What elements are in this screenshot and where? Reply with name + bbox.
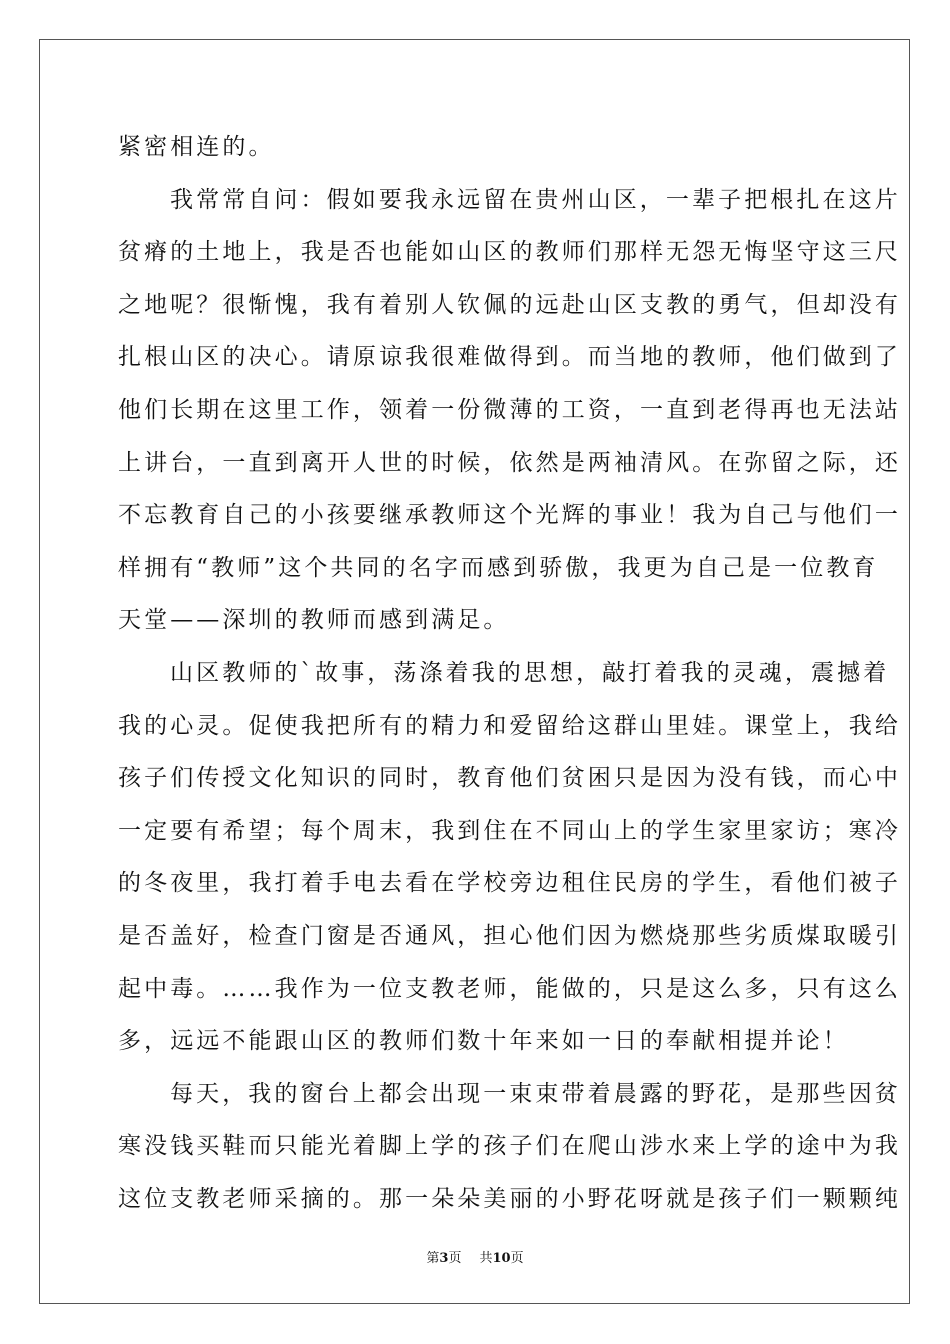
text-line: 一定要有希望；每个周末，我到住在不同山上的学生家里家访；寒冷 — [118, 817, 901, 844]
text-line: 我的心灵。促使我把所有的精力和爱留给这群山里娃。课堂上，我给 — [118, 712, 901, 739]
page-prefix: 第 — [426, 1251, 440, 1266]
page-total: 10 — [492, 1251, 511, 1266]
text-line: 这位支教老师采摘的。那一朵朵美丽的小野花呀就是孩子们一颗颗纯 — [118, 1185, 901, 1212]
page-footer — [0, 1247, 950, 1266]
text-line: 多，远远不能跟山区的教师们数十年来如一日的奉献相提并论！ — [118, 1028, 849, 1055]
text-line: 不忘教育自己的小孩要继承教师这个光辉的事业！我为自己与他们一 — [118, 502, 901, 529]
text-line: 孩子们传授文化知识的同时，教育他们贫困只是因为没有钱，而心中 — [118, 765, 901, 792]
text-line: 起中毒。……我作为一位支教老师，能做的，只是这么多，只有这么 — [118, 975, 901, 1002]
total-suffix: 页 — [510, 1251, 524, 1266]
paragraph-first-line: 山区教师的`故事，荡涤着我的思想，敲打着我的灵魂，震撼着 — [170, 659, 890, 686]
text-line: 的冬夜里，我打着手电去看在学校旁边租住民房的学生，看他们被子 — [118, 870, 901, 897]
page-number: 3 — [439, 1251, 449, 1266]
paragraph-first-line: 每天，我的窗台上都会出现一束束带着晨露的野花，是那些因贫 — [170, 1080, 901, 1107]
text-line: 天堂——深圳的教师而感到满足。 — [118, 607, 510, 634]
document-body — [118, 121, 901, 1225]
text-line: 上讲台，一直到离开人世的时候，依然是两袖清风。在弥留之际，还 — [118, 449, 901, 476]
total-prefix: 共 — [479, 1251, 493, 1266]
text-line: 紧密相连的。 — [118, 134, 275, 160]
text-line: 之地呢？很惭愧，我有着别人钦佩的远赴山区支教的勇气，但却没有 — [118, 291, 901, 318]
text-line: 贫瘠的土地上，我是否也能如山区的教师们那样无怨无悔坚守这三尺 — [118, 239, 901, 266]
page-suffix: 页 — [448, 1251, 462, 1266]
text-line: 是否盖好，检查门窗是否通风，担心他们因为燃烧那些劣质煤取暖引 — [118, 922, 901, 949]
paragraph-first-line: 我常常自问：假如要我永远留在贵州山区，一辈子把根扎在这片 — [170, 186, 901, 213]
text-line: 扎根山区的决心。请原谅我很难做得到。而当地的教师，他们做到了 — [118, 344, 901, 371]
text-line: 寒没钱买鞋而只能光着脚上学的孩子们在爬山涉水来上学的途中为我 — [118, 1133, 901, 1160]
text-line: 样拥有“教师”这个共同的名字而感到骄傲，我更为自己是一位教育 — [118, 554, 879, 581]
text-line: 他们长期在这里工作，领着一份微薄的工资，一直到老得再也无法站 — [118, 396, 901, 423]
